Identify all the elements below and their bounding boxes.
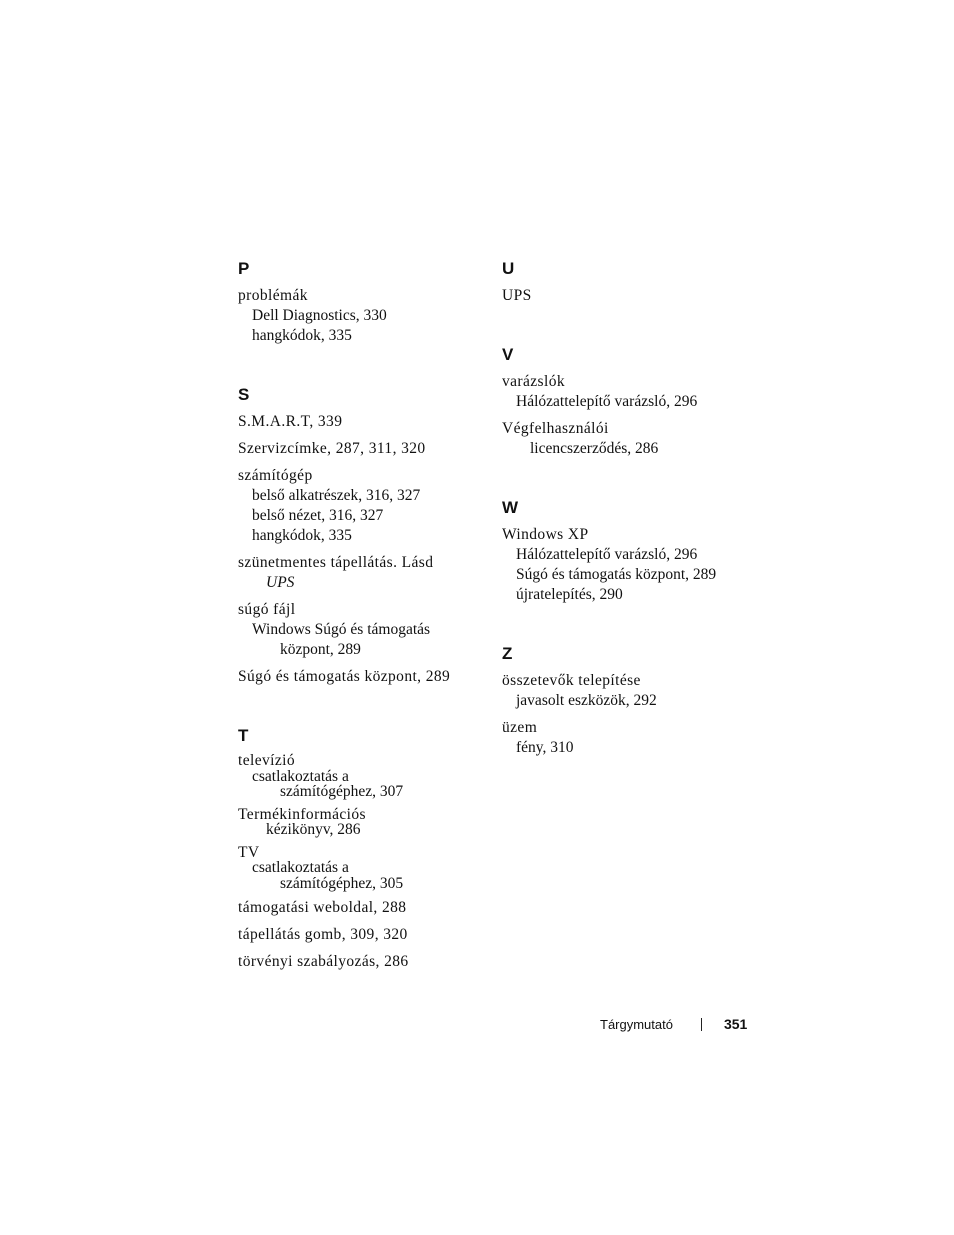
- entry-sub: Windows Súgó és támogatás: [252, 621, 431, 638]
- index-entry: [502, 718, 762, 758]
- entry-main: összetevők telepítése: [502, 672, 641, 689]
- page-footer: [600, 1014, 747, 1035]
- entry-see-reference: UPS: [266, 574, 295, 591]
- index-column-left: [238, 258, 488, 1010]
- entry-sub-continuation: számítógéphez, 305: [280, 874, 404, 892]
- entry-main: UPS: [502, 287, 532, 304]
- section-letter: P: [238, 259, 250, 278]
- entry-sub: Hálózattelepítő varázsló, 296: [516, 393, 698, 410]
- index-section-s: [238, 384, 488, 687]
- entry-sub: javasolt eszközök, 292: [516, 692, 657, 709]
- entry-main: varázslók: [502, 373, 565, 390]
- section-letter: S: [238, 385, 250, 404]
- index-entry: [238, 807, 488, 838]
- index-column-right: [502, 258, 762, 796]
- entry-main: Végfelhasználói: [502, 420, 609, 437]
- index-entry: [238, 753, 488, 800]
- footer-separator: [701, 1018, 702, 1031]
- index-entry: [502, 286, 762, 306]
- entry-sub: Hálózattelepítő varázsló, 296: [516, 546, 698, 563]
- entry-continuation: kézikönyv, 286: [266, 821, 361, 838]
- index-section-u: [502, 258, 762, 306]
- entry-sub-continuation: számítógéphez, 307: [280, 783, 404, 800]
- section-letter: T: [238, 726, 249, 745]
- index-entry: [502, 372, 762, 412]
- index-entry: [238, 952, 488, 972]
- entry-main: szünetmentes tápellátás. Lásd: [238, 554, 434, 571]
- index-entry: [238, 667, 488, 687]
- entry-main: tápellátás gomb, 309, 320: [238, 926, 408, 943]
- entry-main: problémák: [238, 287, 308, 304]
- index-entry: [238, 439, 488, 459]
- entry-main: üzem: [502, 719, 538, 736]
- index-entry: [238, 466, 488, 546]
- index-section-w: [502, 497, 762, 605]
- index-section-v: [502, 344, 762, 459]
- index-entry: [238, 845, 488, 892]
- entry-main: Súgó és támogatás központ, 289: [238, 668, 451, 685]
- entry-sub: fény, 310: [516, 739, 574, 756]
- entry-sub: csatlakoztatás a: [252, 859, 349, 876]
- index-section-t: [238, 725, 488, 972]
- entry-main: TV: [238, 843, 260, 861]
- section-letter: U: [502, 259, 515, 278]
- index-entry: [502, 419, 762, 459]
- entry-sub: Dell Diagnostics, 330: [252, 307, 387, 324]
- section-letter: V: [502, 345, 514, 364]
- entry-main: támogatási weboldal, 288: [238, 899, 407, 916]
- entry-main: S.M.A.R.T, 339: [238, 413, 343, 430]
- entry-sub: belső alkatrészek, 316, 327: [252, 487, 421, 504]
- index-entry: [238, 898, 488, 918]
- index-entry: [502, 671, 762, 711]
- index-entry: [238, 553, 488, 593]
- entry-sub: belső nézet, 316, 327: [252, 507, 384, 524]
- index-entry: [238, 412, 488, 432]
- index-entry: [238, 925, 488, 945]
- index-entry: [238, 600, 488, 660]
- entry-sub-continuation: központ, 289: [280, 641, 361, 658]
- entry-sub: újratelepítés, 290: [516, 586, 623, 603]
- footer-label: Tárgymutató: [600, 1017, 673, 1032]
- entry-sub: hangkódok, 335: [252, 527, 352, 544]
- entry-main: Termékinformációs: [238, 805, 366, 823]
- index-entry: [502, 525, 762, 605]
- entry-sub: csatlakoztatás a: [252, 767, 349, 785]
- index-entry: [238, 286, 488, 346]
- index-section-z: [502, 643, 762, 758]
- entry-continuation: licencszerződés, 286: [530, 440, 659, 457]
- entry-main: Szervizcímke, 287, 311, 320: [238, 440, 426, 457]
- entry-main: számítógép: [238, 467, 313, 484]
- page-number: 351: [723, 1016, 748, 1032]
- section-letter: Z: [502, 644, 513, 663]
- entry-main: törvényi szabályozás, 286: [238, 953, 409, 970]
- entry-sub: hangkódok, 335: [252, 327, 352, 344]
- entry-main: súgó fájl: [238, 601, 296, 618]
- entry-sub: Súgó és támogatás központ, 289: [516, 566, 717, 583]
- section-letter: W: [502, 498, 519, 517]
- index-section-p: [238, 258, 488, 346]
- entry-main: Windows XP: [502, 526, 589, 543]
- entry-main: televízió: [238, 752, 295, 769]
